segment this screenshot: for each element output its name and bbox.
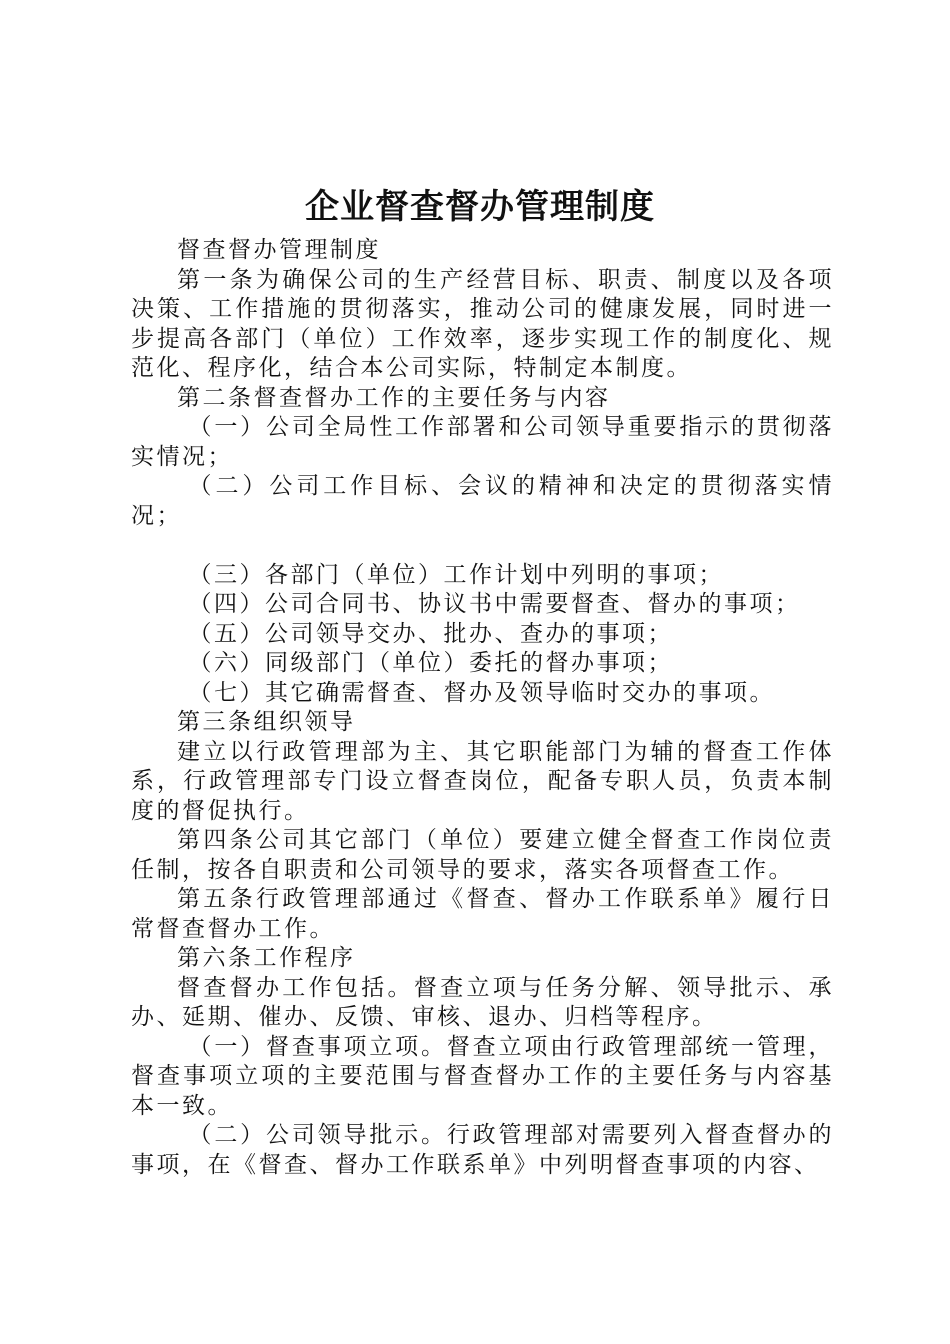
paragraph-item-6: （六）同级部门（单位）委托的督办事项； — [188, 650, 673, 676]
paragraph-article-3-heading: 第三条组织领导 — [177, 709, 356, 735]
document-title: 企业督查督办管理制度 — [305, 187, 655, 227]
paragraph-item-2: （二）公司工作目标、会议的精神和决定的贯彻落实情况； — [131, 473, 834, 529]
paragraph-item-7: （七）其它确需督查、督办及领导临时交办的事项。 — [188, 679, 775, 706]
paragraph-article-4: 第四条公司其它部门（单位）要建立健全督查工作岗位责任制，按各自职责和公司领导的要求，落实各项督查工作。 — [131, 827, 834, 883]
paragraph-procedure-2: （二）公司领导批示。行政管理部对需要列入督查督办的事项，在《督查、督办工作联系单》中列明督查事项的内容、 — [131, 1122, 834, 1178]
paragraph-subtitle: 督查督办管理制度 — [177, 237, 381, 263]
paragraph-item-5: （五）公司领导交办、批办、查办的事项； — [188, 620, 673, 647]
paragraph-article-3-body: 建立以行政管理部为主、其它职能部门为辅的督查工作体系，行政管理部专门设立督查岗位，配备专职人员，负责本制度的督促执行。 — [131, 738, 834, 824]
paragraph-item-1: （一）公司全局性工作部署和公司领导重要指示的贯彻落实情况； — [131, 414, 834, 470]
paragraph-article-5: 第五条行政管理部通过《督查、督办工作联系单》履行日常督查督办工作。 — [131, 886, 834, 942]
paragraph-article-2-heading: 第二条督查督办工作的主要任务与内容 — [177, 384, 611, 411]
document-body — [131, 236, 834, 1180]
paragraph-item-3: （三）各部门（单位）工作计划中列明的事项； — [188, 561, 724, 588]
paragraph-item-4: （四）公司合同书、协议书中需要督查、督办的事项； — [188, 591, 801, 617]
paragraph-article-6-heading: 第六条工作程序 — [177, 945, 356, 971]
paragraph-article-1: 第一条为确保公司的生产经营目标、职责、制度以及各项决策、工作措施的贯彻落实，推动公司的健康发展，同时进一步提高各部门（单位）工作效率，逐步实现工作的制度化、规范化、程序化，结合本公司实际，特制定本制度。 — [131, 266, 834, 381]
paragraph-procedure-1: （一）督查事项立项。督查立项由行政管理部统一管理，督查事项立项的主要范围与督查督办工作的主要任务与内容基本一致。 — [131, 1033, 834, 1119]
paragraph-article-6-body: 督查督办工作包括。督查立项与任务分解、领导批示、承办、延期、催办、反馈、审核、退办、归档等程序。 — [131, 974, 834, 1030]
